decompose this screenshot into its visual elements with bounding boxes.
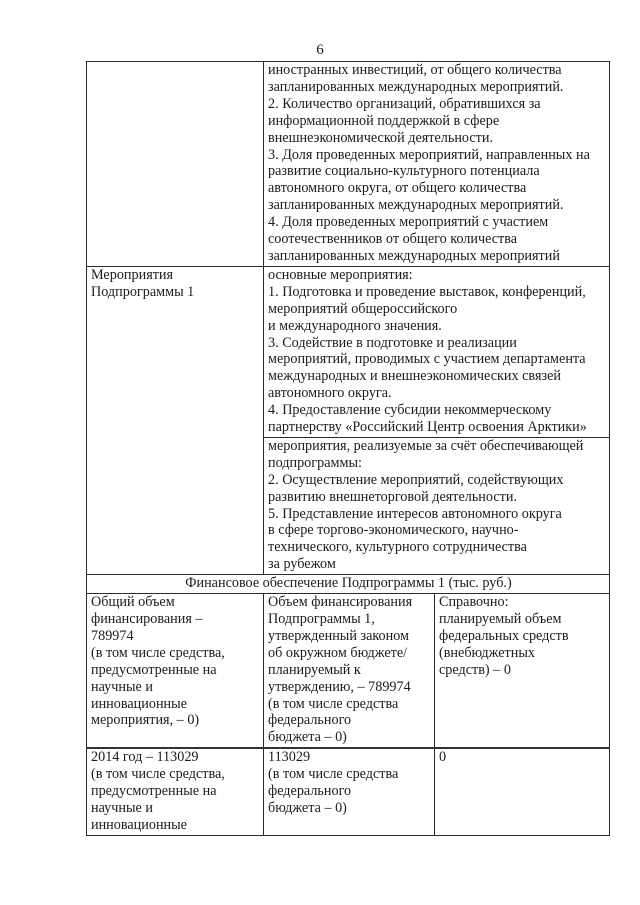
events-label-cell <box>87 266 264 574</box>
text-line: мероприятия, – 0) <box>91 712 200 729</box>
text-line: запланированных международных мероприятий <box>268 247 560 264</box>
text-line: (в том числе средства <box>268 695 399 712</box>
finance-total-col1 <box>87 594 264 749</box>
text-line: запланированных международных мероприятий. <box>268 78 564 95</box>
text-line: иностранных инвестиций, от общего количества <box>268 62 562 78</box>
text-line: 789974 <box>91 627 134 644</box>
text-line: бюджета – 0) <box>268 729 347 746</box>
events-main-cell <box>264 266 610 437</box>
text-line: 0 <box>439 749 447 766</box>
text-line: федерального <box>268 783 352 800</box>
text-line: 5. Представление интересов автономного округа <box>268 505 562 522</box>
text-line: утвержденный законом <box>268 627 410 644</box>
text-line: Справочно: <box>439 594 509 611</box>
text-line: 2. Осуществление мероприятий, содействующих <box>268 471 564 488</box>
text-line: международных и внешнеэкономических связей <box>268 368 561 385</box>
events-row <box>87 266 610 437</box>
text-line: информационной поддержкой в сфере <box>268 112 500 129</box>
indicators-content-cell <box>264 62 610 267</box>
text-line: за рубежом <box>268 556 336 573</box>
text-line: финансирования – <box>91 611 203 627</box>
text-line: 4. Предоставление субсидии некоммерческому <box>268 402 552 419</box>
text-line: (внебюджетных <box>439 644 535 661</box>
finance-header-cell: Финансовое обеспечение Подпрограммы 1 (тыс. руб.) <box>87 575 610 594</box>
text-line: Объем финансирования <box>268 594 413 611</box>
text-line: инновационные <box>91 816 187 833</box>
text-line: планируемый объем <box>439 611 562 627</box>
finance-2014-col2 <box>264 748 435 835</box>
text-line: мероприятий общероссийского <box>268 300 458 317</box>
events-secondary-cell <box>264 437 610 574</box>
finance-header-row <box>87 575 610 594</box>
text-line: технического, культурного сотрудничества <box>268 539 527 556</box>
text-line: развитию внешнеторговой деятельности. <box>268 488 517 505</box>
text-line: 3. Доля проведенных мероприятий, направленных на <box>268 146 590 163</box>
indicators-row <box>87 62 610 267</box>
text-line: и международного значения. <box>268 317 442 334</box>
text-line: соотечественников от общего количества <box>268 231 518 248</box>
text-line: научные и <box>91 799 153 816</box>
text-line: мероприятия, реализуемые за счёт обеспечивающей <box>268 437 584 454</box>
text-line: Подпрограммы 1, <box>268 611 375 627</box>
text-line: Общий объем <box>91 594 175 611</box>
text-line: 3. Содействие в подготовке и реализации <box>268 334 517 351</box>
text-line: об окружном бюджете/ <box>268 644 408 661</box>
text-line: утверждению, – 789974 <box>268 678 411 695</box>
indicators-label-cell <box>87 62 264 267</box>
text-line: партнерству «Российский Центр освоения Арктики» <box>268 419 587 436</box>
text-line: федерального <box>268 712 352 729</box>
text-line: 113029 <box>268 749 311 766</box>
text-line: научные и <box>91 678 153 695</box>
text-line: Подпрограммы 1 <box>91 283 195 300</box>
text-line: (в том числе средства, <box>91 644 225 661</box>
text-line: предусмотренные на <box>91 661 217 678</box>
text-line: федеральных средств <box>439 627 569 644</box>
finance-2014-col1 <box>87 748 264 835</box>
finance-total-row <box>87 594 610 749</box>
text-line: 4. Доля проведенных мероприятий с участием <box>268 214 549 231</box>
finance-2014-row <box>87 748 610 835</box>
text-line: инновационные <box>91 695 187 712</box>
text-line: средств) – 0 <box>439 661 511 678</box>
text-line: основные мероприятия: <box>268 266 413 283</box>
text-line: 2. Количество организаций, обратившихся за <box>268 95 541 112</box>
finance-2014-col3 <box>435 748 610 835</box>
finance-total-col3 <box>435 594 610 749</box>
text-line: мероприятий, проводимых с участием департамента <box>268 351 586 368</box>
text-line: запланированных международных мероприятий. <box>268 197 564 214</box>
text-line: внешнеэкономической деятельности. <box>268 129 493 146</box>
text-line: предусмотренные на <box>91 783 217 800</box>
text-line: в сфере торгово-экономического, научно- <box>268 522 519 539</box>
text-line: бюджета – 0) <box>268 799 347 816</box>
passport-table <box>86 61 610 836</box>
text-line: (в том числе средства, <box>91 766 225 783</box>
text-line: развитие социально-культурного потенциала <box>268 163 540 180</box>
text-line: 2014 год – 113029 <box>91 749 199 766</box>
text-line: Мероприятия <box>91 266 174 283</box>
text-line: 1. Подготовка и проведение выставок, конференций, <box>268 283 586 300</box>
finance-total-col2 <box>264 594 435 749</box>
text-line: автономного округа. <box>268 385 392 402</box>
page-number: 6 <box>316 42 324 58</box>
text-line: автономного округа, от общего количества <box>268 180 527 197</box>
text-line: подпрограммы: <box>268 454 362 471</box>
text-line: (в том числе средства <box>268 766 399 783</box>
text-line: планируемый к <box>268 661 361 678</box>
